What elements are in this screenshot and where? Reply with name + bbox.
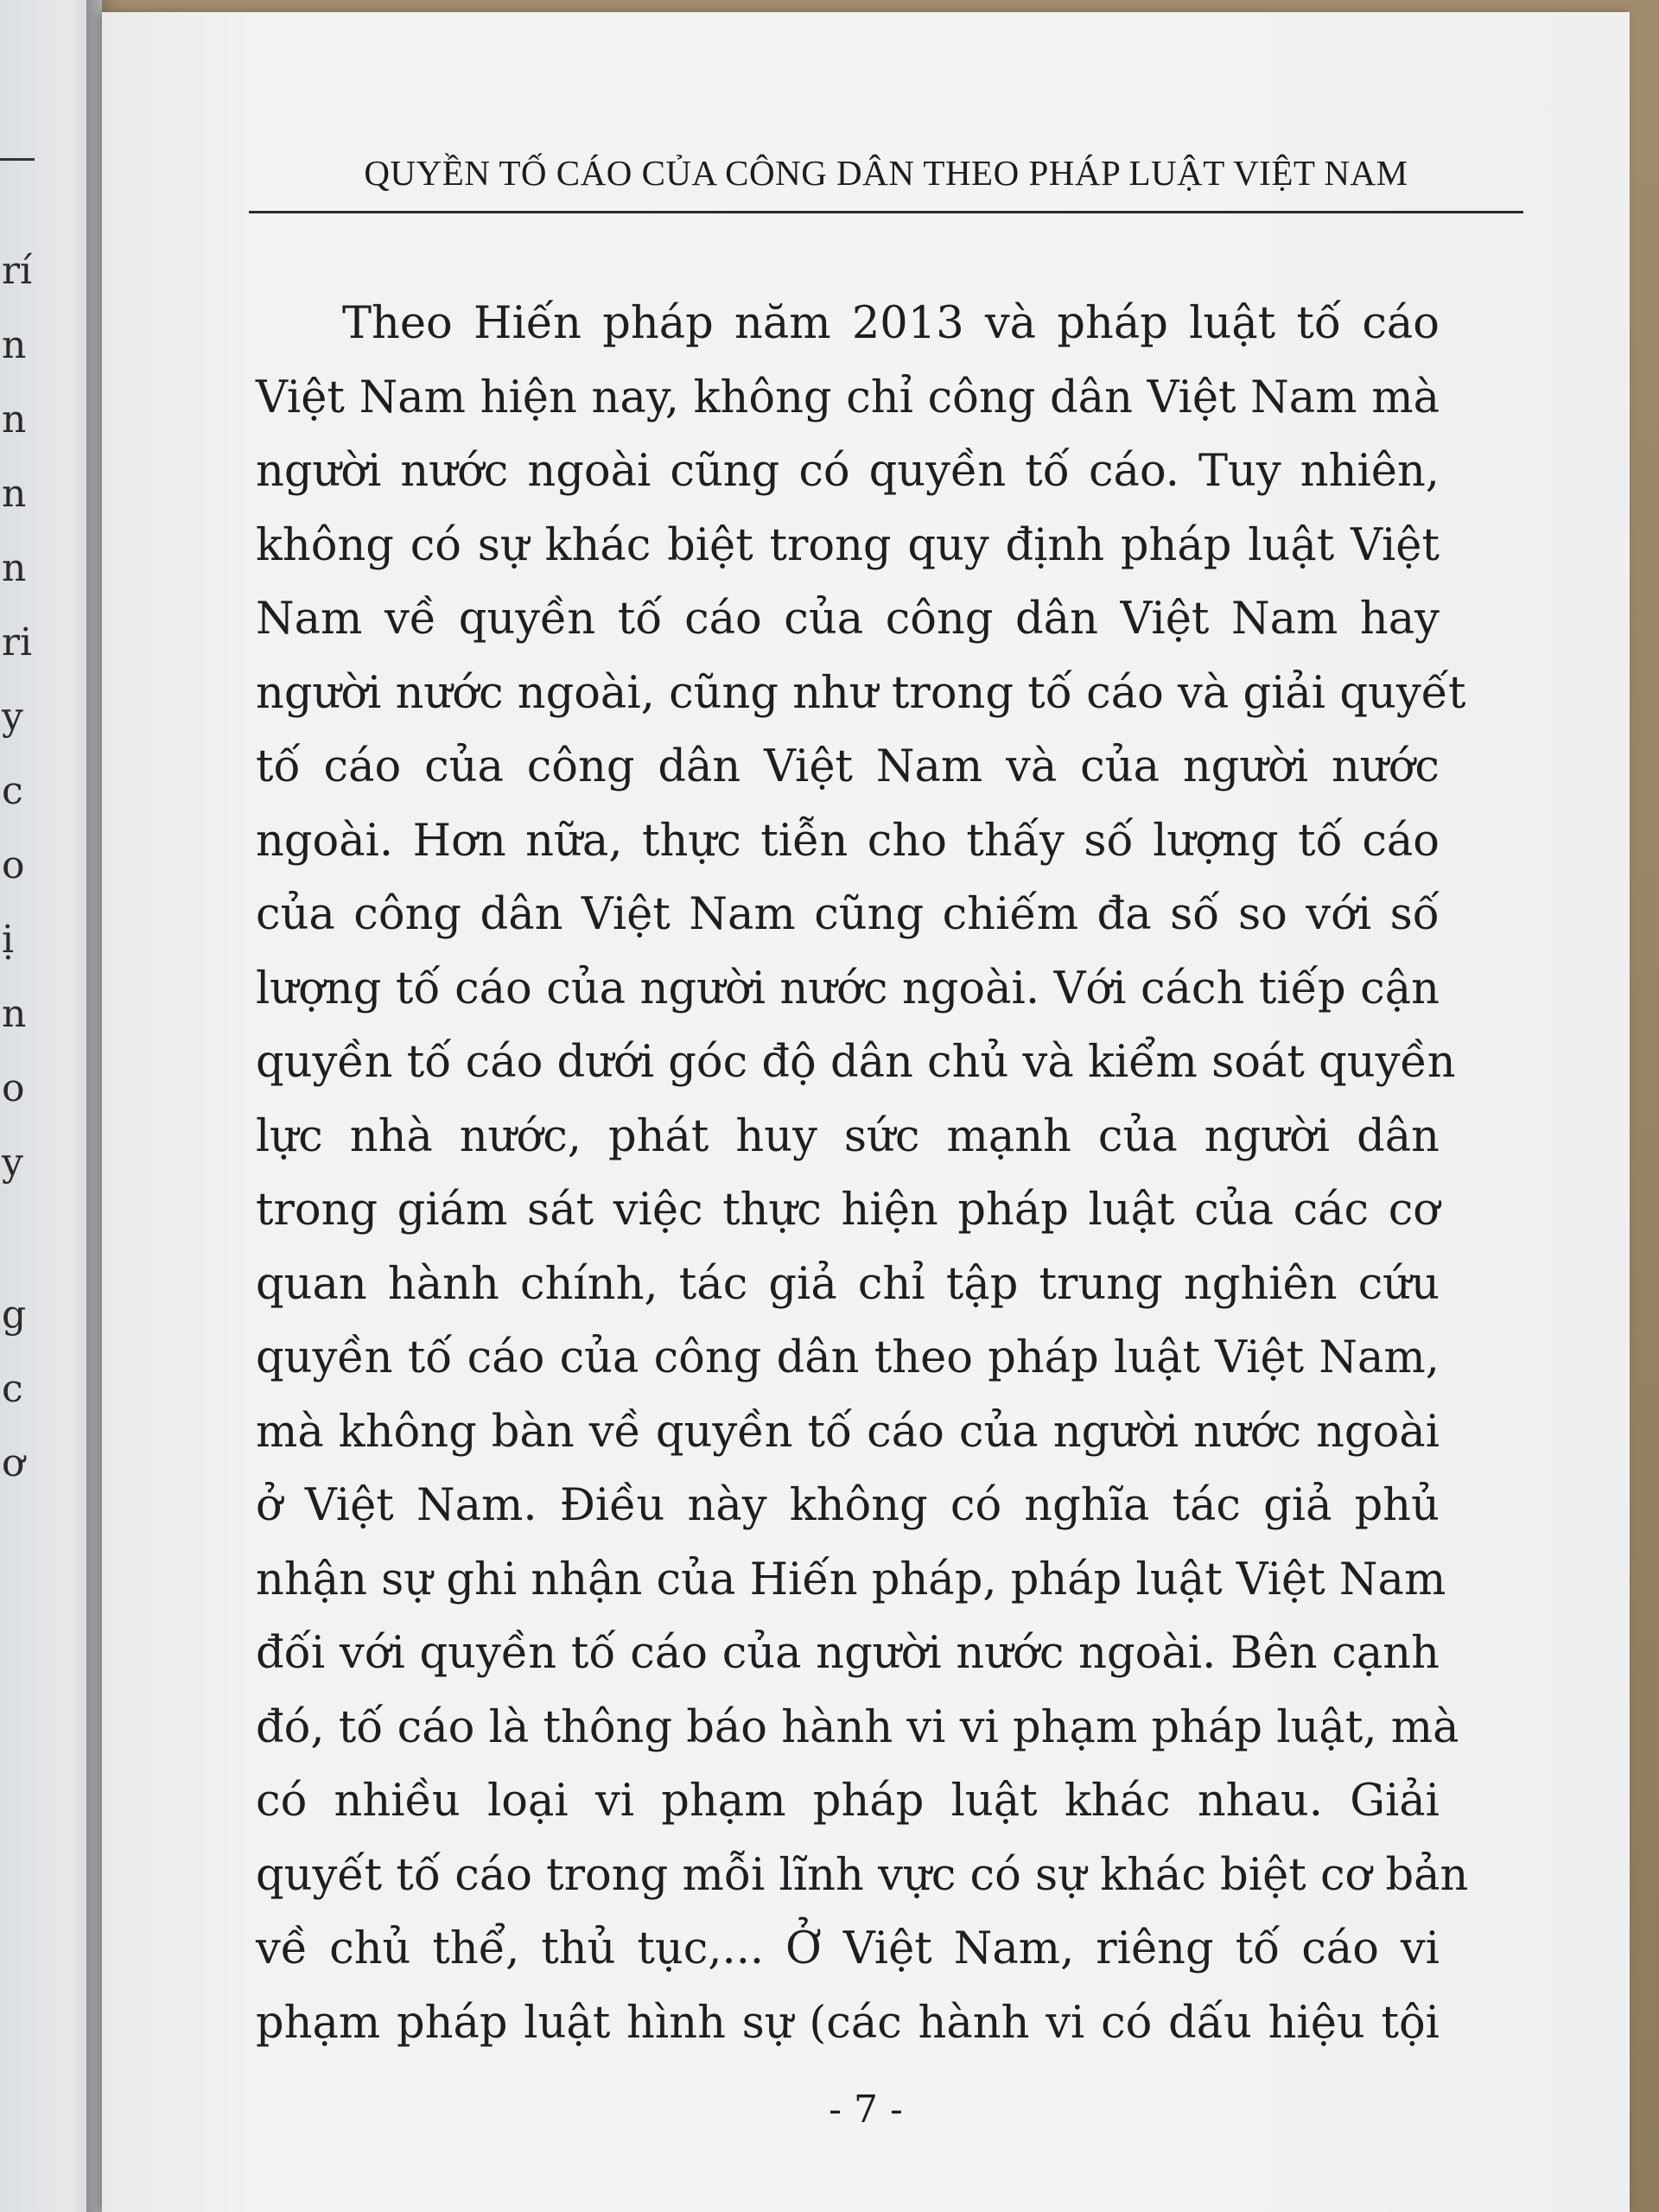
previous-page-fragment: n (2, 397, 27, 442)
text-line: người nước ngoài, cũng như trong tố cáo và giải quyết (256, 667, 1466, 719)
text-line: quyền tố cáo dưới góc độ dân chủ và kiểm soát quyền (256, 1037, 1456, 1088)
text-line: phạm pháp luật hình sự (các hành vi có dấu hiệu tội (256, 1997, 1440, 2049)
body-paragraph (256, 287, 1469, 2060)
text-line: trong giám sát việc thực hiện pháp luật của các cơ (256, 1185, 1440, 1236)
text-line: về chủ thể, thủ tục,... Ở Việt Nam, riêng tố cáo vi (256, 1923, 1440, 1974)
text-line: tố cáo của công dân Việt Nam và của người nước (256, 741, 1440, 792)
text-line: lượng tố cáo của người nước ngoài. Với cách tiếp cận (256, 963, 1440, 1014)
page-number: - 7 - (829, 2088, 903, 2132)
previous-page-fragment: c (2, 1367, 23, 1411)
text-line: đó, tố cáo là thông báo hành vi vi phạm pháp luật, mà (256, 1701, 1459, 1753)
text-line: mà không bàn về quyền tố cáo của người nước ngoài (256, 1406, 1440, 1458)
text-line: ngoài. Hơn nữa, thực tiễn cho thấy số lượng tố cáo (256, 815, 1440, 867)
text-line: đối với quyền tố cáo của người nước ngoài. Bên cạnh (256, 1628, 1440, 1679)
previous-page-head-rule (0, 158, 35, 161)
previous-page-fragment: c (2, 769, 23, 813)
book-page (102, 12, 1630, 2212)
previous-page-fragment: y (2, 695, 23, 739)
text-line: ở Việt Nam. Điều này không có nghĩa tác giả phủ (256, 1480, 1440, 1531)
previous-page-fragment: o (2, 843, 25, 887)
previous-page-fragment: n (2, 992, 27, 1036)
previous-page-fragment: g (2, 1293, 27, 1337)
text-line: Nam về quyền tố cáo của công dân Việt Nam hay (256, 594, 1440, 645)
previous-page-fragment: ị (2, 918, 15, 962)
previous-page-fragment: ơ (2, 1441, 25, 1485)
text-line: lực nhà nước, phát huy sức mạnh của người dân (256, 1110, 1440, 1162)
text-line: Việt Nam hiện nay, không chỉ công dân Việt Nam mà (256, 372, 1440, 423)
previous-page-fragment: o (2, 1066, 25, 1110)
text-line: quyết tố cáo trong mỗi lĩnh vực có sự khác biệt cơ bản (256, 1849, 1469, 1901)
text-line: nhận sự ghi nhận của Hiến pháp, pháp luật Việt Nam (256, 1554, 1446, 1605)
text-line: quyền tố cáo của công dân theo pháp luật Việt Nam, (256, 1332, 1440, 1383)
previous-page-fragment: rí (2, 249, 33, 293)
previous-page-fragment: y (2, 1141, 23, 1185)
text-line: người nước ngoài cũng có quyền tố cáo. Tuy nhiên, (256, 446, 1440, 497)
previous-page-fragment: n (2, 546, 27, 590)
text-line: Theo Hiến pháp năm 2013 và pháp luật tố cáo (342, 298, 1440, 349)
running-head-rule (249, 211, 1523, 213)
previous-page-fragment: n (2, 472, 27, 516)
text-line: có nhiều loại vi phạm pháp luật khác nhau. Giải (256, 1776, 1440, 1827)
previous-page-fragment: ri (2, 620, 33, 664)
text-line: của công dân Việt Nam cũng chiếm đa số so với số (256, 889, 1440, 940)
text-line: không có sự khác biệt trong quy định pháp luật Việt (256, 519, 1440, 571)
running-head: QUYỀN TỐ CÁO CỦA CÔNG DÂN THEO PHÁP LUẬT VIỆT NAM (364, 153, 1408, 193)
previous-page-fragment: n (2, 323, 27, 367)
text-line: quan hành chính, tác giả chỉ tập trung nghiên cứu (256, 1258, 1440, 1310)
